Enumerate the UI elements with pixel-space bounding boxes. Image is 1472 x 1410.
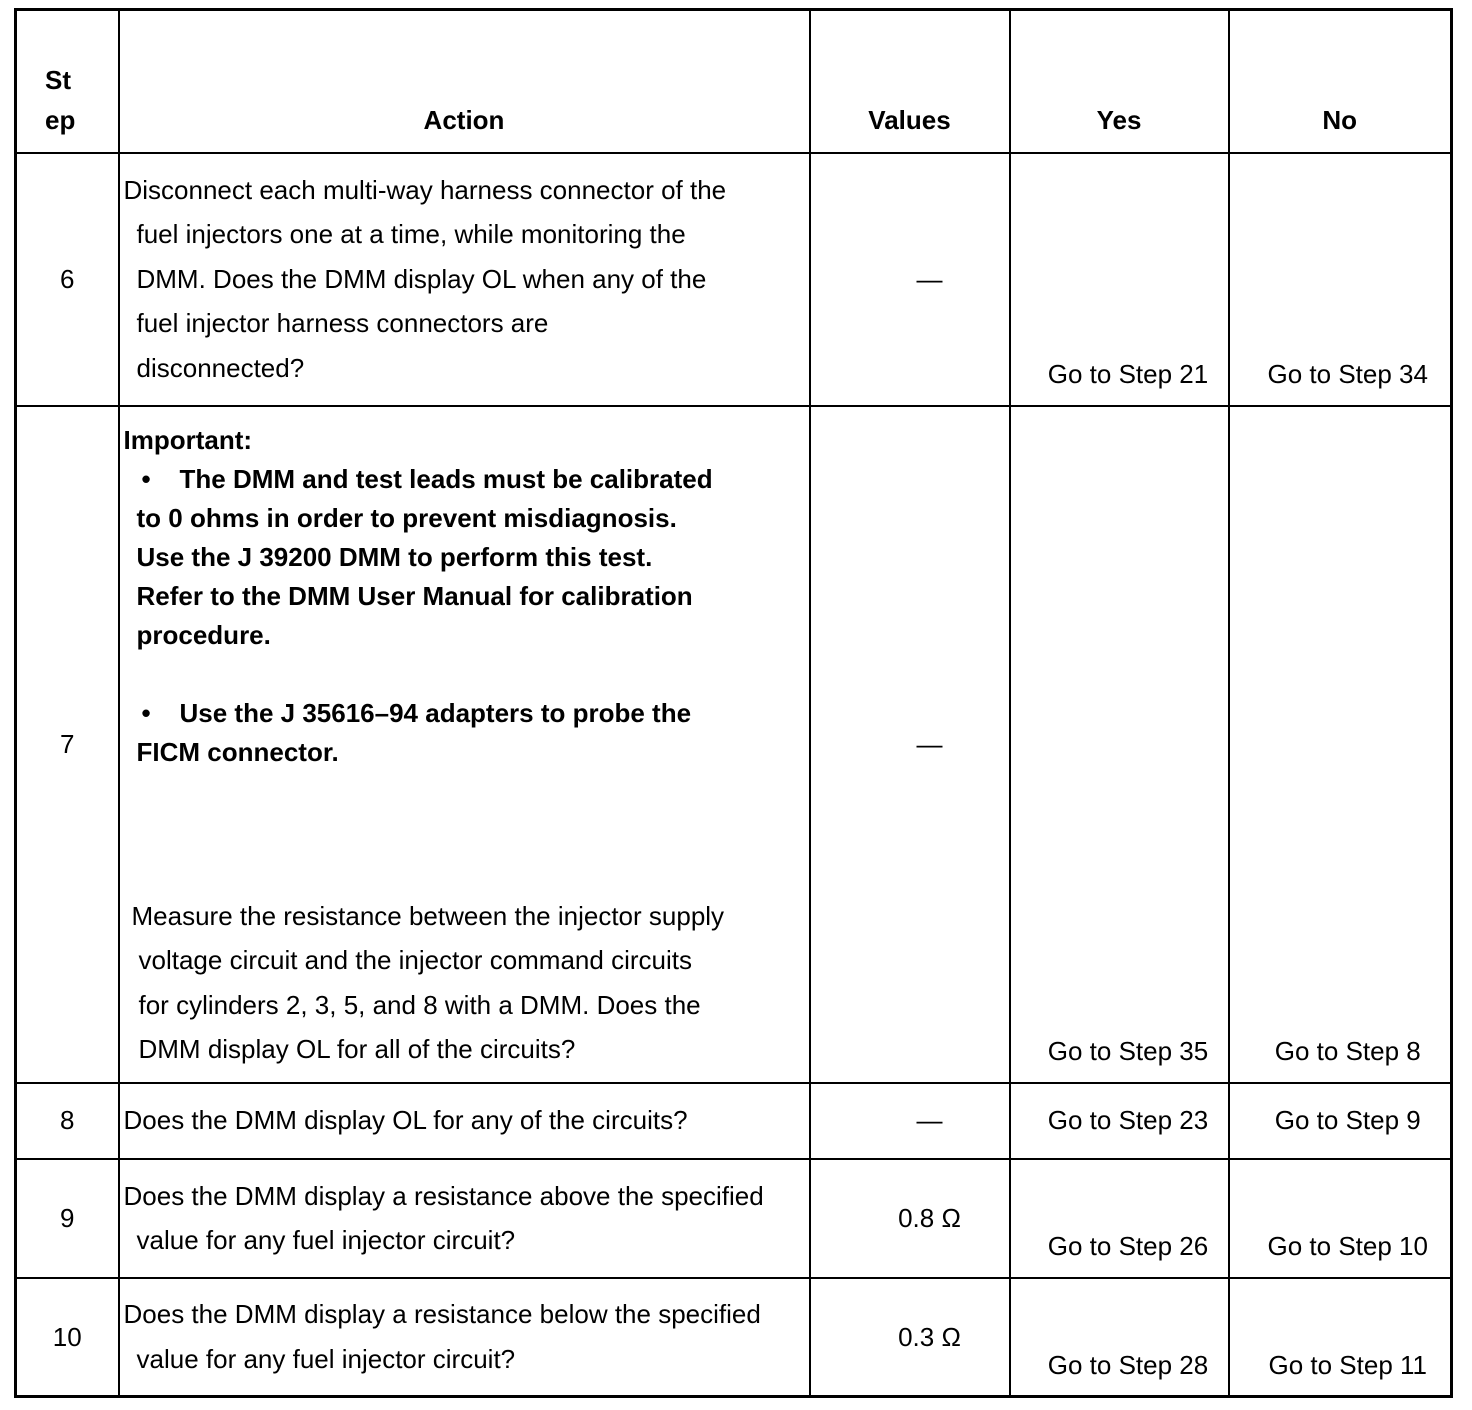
step-header-line2: ep bbox=[45, 104, 76, 135]
action-line: Does the DMM display a resistance below the specified bbox=[123, 1299, 761, 1330]
yes-cell: Go to Step 21 bbox=[1010, 153, 1229, 406]
yes-cell: Go to Step 23 bbox=[1010, 1083, 1229, 1159]
important-note bbox=[120, 421, 809, 772]
action-line: fuel injectors one at a time, while monitoring the bbox=[136, 219, 686, 250]
action-line: fuel injector harness connectors are bbox=[136, 308, 549, 339]
table-row bbox=[16, 406, 1452, 1083]
note-line: Refer to the DMM User Manual for calibration bbox=[136, 580, 693, 611]
values-header: Values bbox=[810, 10, 1010, 153]
value-cell: — bbox=[810, 153, 1010, 406]
step-number: 8 bbox=[16, 1083, 119, 1159]
action-line: DMM display OL for all of the circuits? bbox=[138, 1034, 576, 1064]
note-line: Use the J 35616–94 adapters to probe the bbox=[179, 697, 692, 728]
action-cell bbox=[119, 406, 810, 1083]
header-row bbox=[16, 10, 1452, 153]
important-title: Important: bbox=[123, 424, 253, 455]
yes-header: Yes bbox=[1010, 10, 1229, 153]
yes-cell: Go to Step 35 bbox=[1010, 406, 1229, 1083]
note-line: Use the J 39200 DMM to perform this test. bbox=[136, 541, 653, 572]
action-line: Measure the resistance between the injector supply bbox=[131, 900, 725, 931]
table-row bbox=[16, 1278, 1452, 1397]
no-cell: Go to Step 11 bbox=[1229, 1278, 1452, 1397]
action-line: value for any fuel injector circuit? bbox=[136, 1343, 516, 1374]
action-line: Disconnect each multi-way harness connector of the bbox=[123, 174, 727, 205]
action-line: value for any fuel injector circuit? bbox=[136, 1225, 516, 1255]
yes-cell: Go to Step 26 bbox=[1010, 1159, 1229, 1278]
action-cell bbox=[119, 1159, 810, 1278]
action-line: for cylinders 2, 3, 5, and 8 with a DMM. Does the bbox=[138, 989, 701, 1020]
no-cell: Go to Step 9 bbox=[1229, 1083, 1452, 1159]
note-line: The DMM and test leads must be calibrated bbox=[179, 463, 713, 494]
step-header bbox=[16, 10, 119, 153]
note-line: FICM connector. bbox=[136, 736, 339, 767]
no-cell: Go to Step 34 bbox=[1229, 153, 1452, 406]
bullet-icon: • bbox=[141, 697, 151, 728]
table-row bbox=[16, 153, 1452, 406]
no-cell: Go to Step 10 bbox=[1229, 1159, 1452, 1278]
action-line: DMM. Does the DMM display OL when any of the bbox=[136, 263, 707, 294]
step-number: 6 bbox=[16, 153, 119, 406]
action-cell bbox=[119, 1083, 810, 1159]
note-line: to 0 ohms in order to prevent misdiagnosis. bbox=[136, 502, 677, 533]
no-cell: Go to Step 8 bbox=[1229, 406, 1452, 1083]
table-row bbox=[16, 1083, 1452, 1159]
action-line: voltage circuit and the injector command circuits bbox=[138, 945, 692, 975]
step-number: 9 bbox=[16, 1159, 119, 1278]
action-line: Does the DMM display a resistance above the specified bbox=[123, 1180, 764, 1211]
value-cell: — bbox=[810, 406, 1010, 1083]
step-number: 7 bbox=[16, 406, 119, 1083]
action-line: Does the DMM display OL for any of the circuits? bbox=[123, 1105, 688, 1136]
table-row bbox=[16, 1159, 1452, 1278]
step-header-line1: St bbox=[45, 64, 71, 95]
action-cell bbox=[119, 1278, 810, 1397]
yes-cell: Go to Step 28 bbox=[1010, 1278, 1229, 1397]
value-cell: 0.3 Ω bbox=[810, 1278, 1010, 1397]
value-cell: — bbox=[810, 1083, 1010, 1159]
note-line: procedure. bbox=[136, 619, 271, 650]
step-number: 10 bbox=[16, 1278, 119, 1397]
action-header: Action bbox=[119, 10, 810, 153]
action-line: disconnected? bbox=[136, 352, 305, 383]
no-header: No bbox=[1229, 10, 1452, 153]
value-cell: 0.8 Ω bbox=[810, 1159, 1010, 1278]
action-cell bbox=[119, 153, 810, 406]
diagnostic-table bbox=[14, 8, 1453, 1398]
bullet-icon: • bbox=[141, 463, 151, 494]
